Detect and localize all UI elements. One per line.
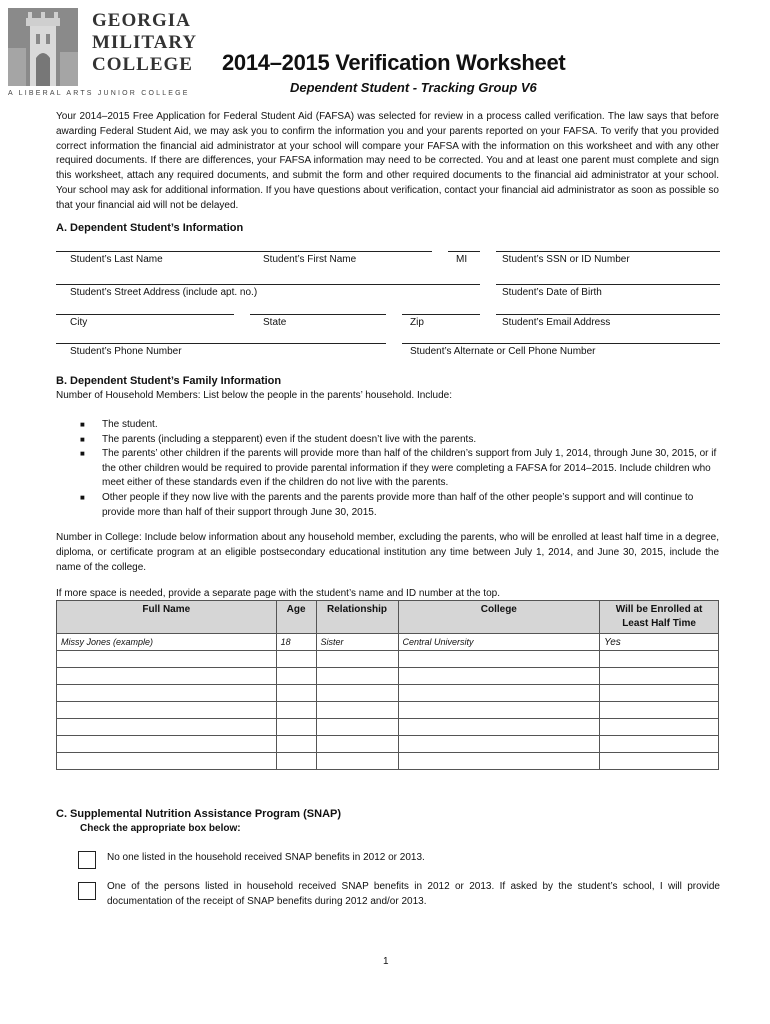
college-cell[interactable] xyxy=(398,719,600,736)
section-c-heading: C. Supplemental Nutrition Assistance Program (SNAP) xyxy=(56,808,342,820)
section-c-instruction: Check the appropriate box below: xyxy=(80,823,241,834)
label-dob: Student’s Date of Birth xyxy=(502,287,602,298)
col-enrolled: Will be Enrolled at Least Half Time xyxy=(600,601,719,634)
relationship-cell[interactable] xyxy=(316,736,398,753)
example-college: Central University xyxy=(398,634,600,651)
enrolled-cell[interactable] xyxy=(600,651,719,668)
building-tower-icon xyxy=(8,8,78,86)
zip-line[interactable] xyxy=(402,314,480,315)
state-line[interactable] xyxy=(250,314,386,315)
college-cell[interactable] xyxy=(398,685,600,702)
enrolled-cell[interactable] xyxy=(600,685,719,702)
bullet-icon: ■ xyxy=(80,434,85,444)
logo-line-1: GEORGIA xyxy=(92,10,191,31)
page-number: 1 xyxy=(383,956,389,967)
bullet-text: The parents (including a stepparent) even if the student doesn’t live with the parents. xyxy=(102,433,477,445)
number-in-college-note: Number in College: Include below information about any household member, excluding the parents, who will be enrolled at least half time in a degree, diploma, or certificate program at an eligible postsecondary educational institution any time between July 1, 2014, and June 30, 2015, include the name of the college. xyxy=(56,532,719,573)
enrolled-cell[interactable] xyxy=(600,736,719,753)
college-cell[interactable] xyxy=(398,753,600,770)
list-item xyxy=(80,491,720,520)
snap-received-label: One of the persons listed in household received SNAP benefits in 2012 or 2013. If asked by the student’s school, I will provide documentation of the receipt of SNAP benefits during 2012 and/or 2013. xyxy=(107,881,720,907)
college-cell[interactable] xyxy=(398,736,600,753)
street-line[interactable] xyxy=(56,284,480,285)
relationship-cell[interactable] xyxy=(316,685,398,702)
enrolled-cell[interactable] xyxy=(600,753,719,770)
table-row[interactable] xyxy=(57,736,719,753)
college-tagline: A LIBERAL ARTS JUNIOR COLLEGE xyxy=(8,90,190,97)
intro-paragraph: Your 2014–2015 Free Application for Federal Student Aid (FAFSA) was selected for review in a process called verification. The law says that before awarding Federal Student Aid, we may ask you to confirm the information you and your parents reported on your FAFSA. To verify that you provided correct information the financial aid administrator at your school will compare your FAFSA with the information on this worksheet and with any other required documents. If there are differences, your FAFSA information may need to be corrected. You and at least one parent must complete and sign this worksheet, attach any required documents, and submit the form and other required documents to the financial aid administrator at your school. Your school may ask for additional information. If you have questions about verification, contact your financial aid administrator as soon as possible so that your financial aid will not be delayed. xyxy=(56,111,719,211)
last-first-name-line[interactable] xyxy=(56,251,432,252)
bullet-text: Other people if they now live with the parents and the parents provide more than half of the other people’s support and will continue to provide more than half of their support through June 30, 2015. xyxy=(102,491,694,518)
name-cell[interactable] xyxy=(57,685,277,702)
col-college: College xyxy=(398,601,600,634)
college-logo-text xyxy=(92,10,197,76)
label-email: Student’s Email Address xyxy=(502,317,611,328)
col-relationship: Relationship xyxy=(316,601,398,634)
college-cell[interactable] xyxy=(398,668,600,685)
bullet-icon: ■ xyxy=(80,420,85,429)
label-phone: Student’s Phone Number xyxy=(70,346,182,357)
bullet-icon: ■ xyxy=(80,492,85,502)
label-mi: MI xyxy=(456,254,468,265)
household-bullet-list xyxy=(80,418,720,520)
table-row[interactable] xyxy=(57,702,719,719)
col-age: Age xyxy=(276,601,316,634)
page-subtitle: Dependent Student - Tracking Group V6 xyxy=(290,80,537,95)
phone-line[interactable] xyxy=(56,343,386,344)
table-row[interactable] xyxy=(57,685,719,702)
bullet-text: The student. xyxy=(102,419,158,430)
example-age: 18 xyxy=(276,634,316,651)
city-line[interactable] xyxy=(56,314,234,315)
logo-line-2: MILITARY xyxy=(92,32,198,53)
age-cell[interactable] xyxy=(276,702,316,719)
college-cell[interactable] xyxy=(398,651,600,668)
age-cell[interactable] xyxy=(276,668,316,685)
table-row[interactable] xyxy=(57,651,719,668)
col-full-name: Full Name xyxy=(57,601,277,634)
bullet-text: The parents’ other children if the parents will provide more than half of the children’s support from July 1, 2014, through June 30, 2015, or if the other children would be required to provide parental information if they were completing a FAFSA for 2014–2015. Include children who meet either of these standards even if the children do not live with the parents. xyxy=(102,448,717,489)
age-cell[interactable] xyxy=(276,685,316,702)
label-state: State xyxy=(263,317,287,328)
label-ssn: Student’s SSN or ID Number xyxy=(502,254,630,265)
dob-line[interactable] xyxy=(496,284,720,285)
bullet-icon: ■ xyxy=(80,449,85,459)
relationship-cell[interactable] xyxy=(316,651,398,668)
name-cell[interactable] xyxy=(57,702,277,719)
page-title: 2014–2015 Verification Worksheet xyxy=(222,50,566,75)
label-street: Student’s Street Address (include apt. no.) xyxy=(70,287,258,298)
ssn-line[interactable] xyxy=(496,251,720,252)
college-logo-emblem xyxy=(8,8,78,86)
age-cell[interactable] xyxy=(276,719,316,736)
list-item xyxy=(80,418,720,433)
household-intro: Number of Household Members: List below the people in the parents’ household. Include: xyxy=(56,390,452,401)
enrolled-cell[interactable] xyxy=(600,668,719,685)
relationship-cell[interactable] xyxy=(316,753,398,770)
mi-line[interactable] xyxy=(448,251,480,252)
list-item xyxy=(80,433,720,448)
table-row[interactable] xyxy=(57,668,719,685)
label-first-name: Student’s First Name xyxy=(263,254,357,265)
snap-none-label: No one listed in the household received SNAP benefits in 2012 or 2013. xyxy=(107,852,425,863)
logo-line-3: COLLEGE xyxy=(92,54,193,75)
label-alt-phone: Student’s Alternate or Cell Phone Number xyxy=(410,346,596,357)
example-name: Missy Jones (example) xyxy=(57,634,277,651)
space-note: If more space is needed, provide a separate page with the student’s name and ID number at the top. xyxy=(56,588,500,599)
age-cell[interactable] xyxy=(276,651,316,668)
label-last-name: Student’s Last Name xyxy=(70,254,163,265)
enrolled-cell[interactable] xyxy=(600,702,719,719)
email-line[interactable] xyxy=(496,314,720,315)
snap-none-checkbox[interactable] xyxy=(78,851,96,869)
section-b-heading: B. Dependent Student’s Family Information xyxy=(56,375,282,387)
list-item xyxy=(80,447,720,491)
example-relationship: Sister xyxy=(316,634,398,651)
name-cell[interactable] xyxy=(57,753,277,770)
example-enrolled: Yes xyxy=(600,634,719,651)
table-row[interactable] xyxy=(57,753,719,770)
relationship-cell[interactable] xyxy=(316,668,398,685)
snap-received-checkbox[interactable] xyxy=(78,882,96,900)
college-cell[interactable] xyxy=(398,702,600,719)
name-cell[interactable] xyxy=(57,668,277,685)
age-cell[interactable] xyxy=(276,736,316,753)
name-cell[interactable] xyxy=(57,719,277,736)
table-row[interactable] xyxy=(57,719,719,736)
age-cell[interactable] xyxy=(276,753,316,770)
household-members-table xyxy=(56,600,719,770)
alt-phone-line[interactable] xyxy=(402,343,720,344)
label-zip: Zip xyxy=(410,317,424,328)
relationship-cell[interactable] xyxy=(316,702,398,719)
table-row xyxy=(57,634,719,651)
section-a-heading: A. Dependent Student’s Information xyxy=(56,222,244,234)
name-cell[interactable] xyxy=(57,651,277,668)
label-city: City xyxy=(70,317,88,328)
relationship-cell[interactable] xyxy=(316,719,398,736)
table-header-row xyxy=(57,601,719,634)
enrolled-cell[interactable] xyxy=(600,719,719,736)
name-cell[interactable] xyxy=(57,736,277,753)
